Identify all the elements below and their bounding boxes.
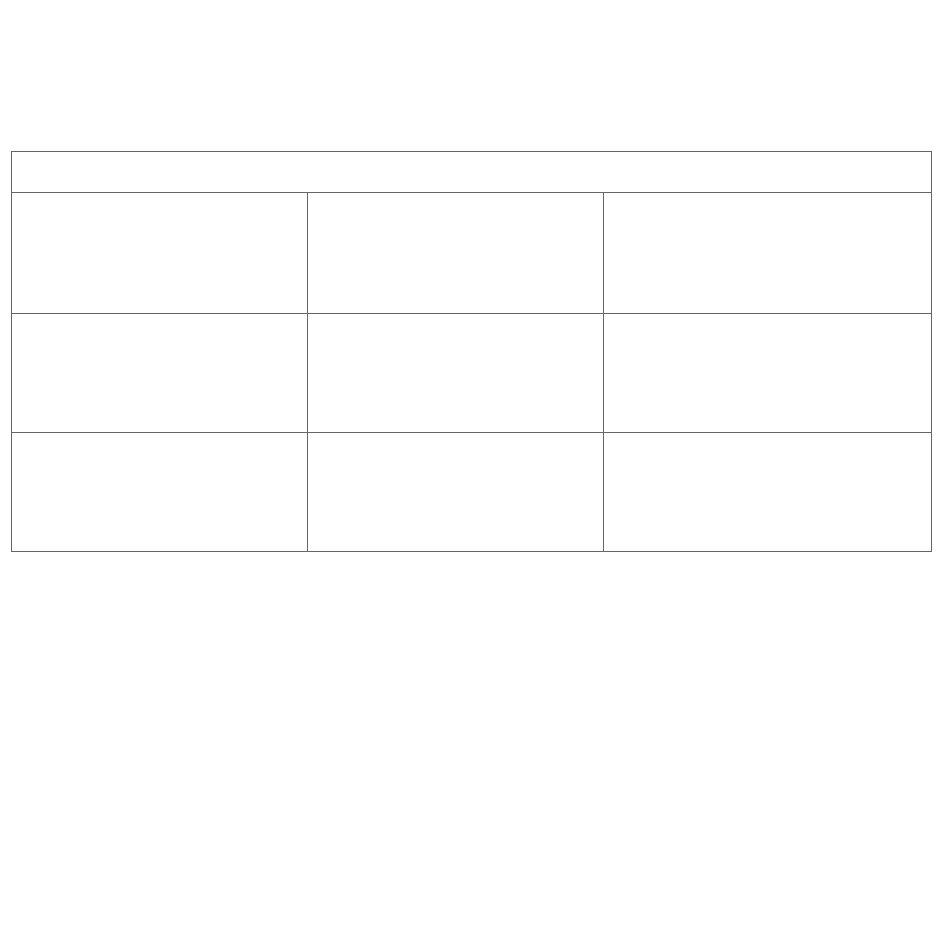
table-caption [12, 152, 932, 193]
territorial-changes-table [11, 151, 932, 552]
column-header-period [12, 193, 308, 314]
cell-territories [308, 433, 604, 552]
cell-peoples [604, 433, 932, 552]
column-header-territories [308, 193, 604, 314]
table-row [12, 314, 932, 433]
cell-period [12, 314, 308, 433]
column-header-peoples [604, 193, 932, 314]
cell-peoples [604, 314, 932, 433]
table-row [12, 433, 932, 552]
table-header-row [12, 193, 932, 314]
cell-period [12, 433, 308, 552]
table-caption-row [12, 152, 932, 193]
cell-territories [308, 314, 604, 433]
